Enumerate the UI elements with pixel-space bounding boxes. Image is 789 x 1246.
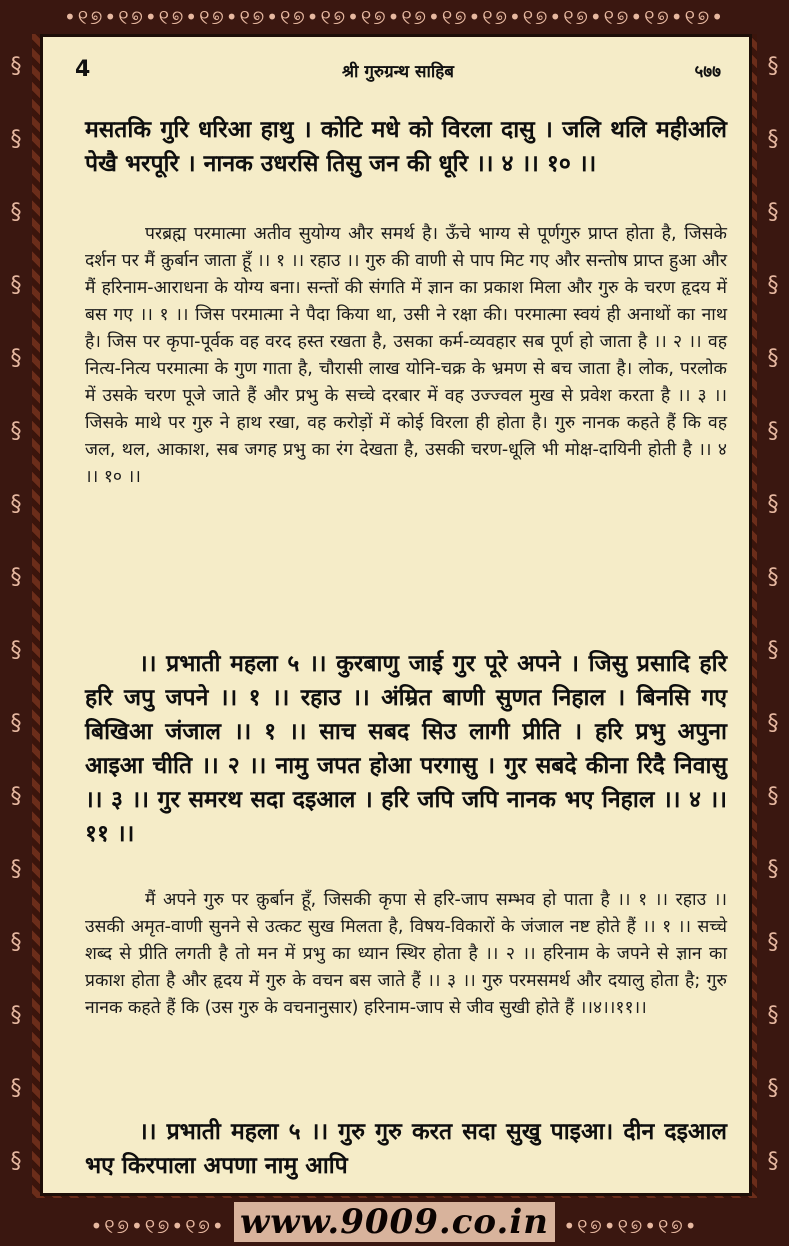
page-header bbox=[75, 57, 721, 87]
scripture-page bbox=[40, 34, 752, 1196]
top-border-ornament: •୧୭•୧୭•୧୭•୧୭•୧୭•୧୭•୧୭•୧୭•୧୭•୧୭•୧୭•୧୭•୧୭•୧୭•୧୭•୧୭• bbox=[0, 0, 789, 34]
footer-ornament-left: •୧୭•୧୭•୧୭• bbox=[90, 1214, 226, 1238]
translation-paragraph-1: परब्रह्म परमात्मा अतीव सुयोग्य और समर्थ है। ऊँचे भाग्य से पूर्णगुरु प्राप्त होता है, जिसके दर्शन पर मैं क़ुर्बान जाता हूँ ।। १ ।। रहाउ ।। गुरु की वाणी से पाप मिट गए और सन्तोष प्राप्त हुआ और मैं हरिनाम-आराधना के योग्य बना। सन्तों की संगति में ज्ञान का प्रकाश मिला और गुरु के चरण हृदय में बस गए ।। १ ।। जिस परमात्मा ने पैदा किया था, उसी ने रक्षा की। परमात्मा स्वयं ही अनाथों का नाथ है। जिस पर कृपा-पूर्वक वह वरद हस्त रखता है, उसका कर्म-व्यवहार सब पूर्ण हो जाता है ।। २ ।। वह नित्य-नित्य परमात्मा के गुण गाता है, चौरासी लाख योनि-चक्र के भ्रमण से बच जाता है। लोक, परलोक में उसके चरण पूजे जाते हैं और प्रभु के सच्चे दरबार में वह उज्ज्वल मुख से प्रवेश करता है ।। ३ ।। जिसके माथे पर गुरु ने हाथ रखा, वह करोड़ों में कोई विरला ही होता है। गुरु नानक कहते हैं कि वह जल, थल, आकाश, सब जगह प्रभु का रंग देखता है, उसकी चरण-धूलि भी मोक्ष-दायिनी होती है ।। ४ ।। १० ।। bbox=[85, 224, 727, 487]
right-border-ornament: § § § § § § § § § § § § § § § § bbox=[757, 30, 789, 1198]
footer-bar bbox=[0, 1198, 789, 1246]
page-number: 4 bbox=[75, 57, 91, 82]
book-title: श्री गुरुग्रन्थ साहिब bbox=[341, 62, 455, 82]
left-border-ornament: § § § § § § § § § § § § § § § § bbox=[0, 30, 32, 1198]
ang-number: ५७७ bbox=[694, 62, 721, 82]
website-url: www.9009.co.in bbox=[234, 1202, 555, 1242]
gurbani-verse-3: ।। प्रभाती महला ५ ।। गुरु गुरु करत सदा सुखु पाइआ। दीन दइआल भए किरपाला अपणा नामु आपि bbox=[85, 1119, 727, 1179]
gurbani-verse-2: ।। प्रभाती महला ५ ।। कुरबाणु जाई गुर पूरे अपने । जिसु प्रसादि हरि हरि जपु जपने ।। १ ।। रहाउ ।। अंम्रित बाणी सुणत निहाल । बिनसि गए बिखिआ जंजाल ।। १ ।। साच सबद सिउ लागी प्रीति । हरि प्रभु अपुना आइआ चीति ।। २ ।। नामु जपत होआ परगासु । गुर सबदे कीना रिदै निवासु ।। ३ ।। गुर समरथ सदा दइआल । हरि जपि जपि नानक भए निहाल ।। ४ ।। ११ ।। bbox=[85, 651, 727, 847]
translation-paragraph-2: मैं अपने गुरु पर क़ुर्बान हूँ, जिसकी कृपा से हरि-जाप सम्भव हो पाता है ।। १ ।। रहाउ ।। उसकी अमृत-वाणी सुनने से उत्कट सुख मिलता है, विषय-विकारों के जंजाल नष्ट होते हैं ।। १ ।। सच्चे शब्द से प्रीति लगती है तो मन में प्रभु का ध्यान स्थिर होता है ।। २ ।। हरिनाम के जपने से ज्ञान का प्रकाश होता है और हृदय में गुरु के वचन बस जाते हैं ।। ३ ।। गुरु परमसमर्थ और दयालु होता है; गुरु नानक कहते हैं कि (उस गुरु के वचनानुसार) हरिनाम-जाप से जीव सुखी होते हैं ।।४।।११।। bbox=[85, 890, 727, 1018]
footer-ornament-right: •୧୭•୧୭•୧୭• bbox=[563, 1214, 699, 1238]
gurbani-verse-1: मसतकि गुरि धरिआ हाथु । कोटि मधे को विरला दासु । जलि थलि महीअलि पेखै भरपूरि । नानक उधरसि तिसु जन की धूरि ।। ४ ।। १० ।। bbox=[85, 117, 727, 177]
